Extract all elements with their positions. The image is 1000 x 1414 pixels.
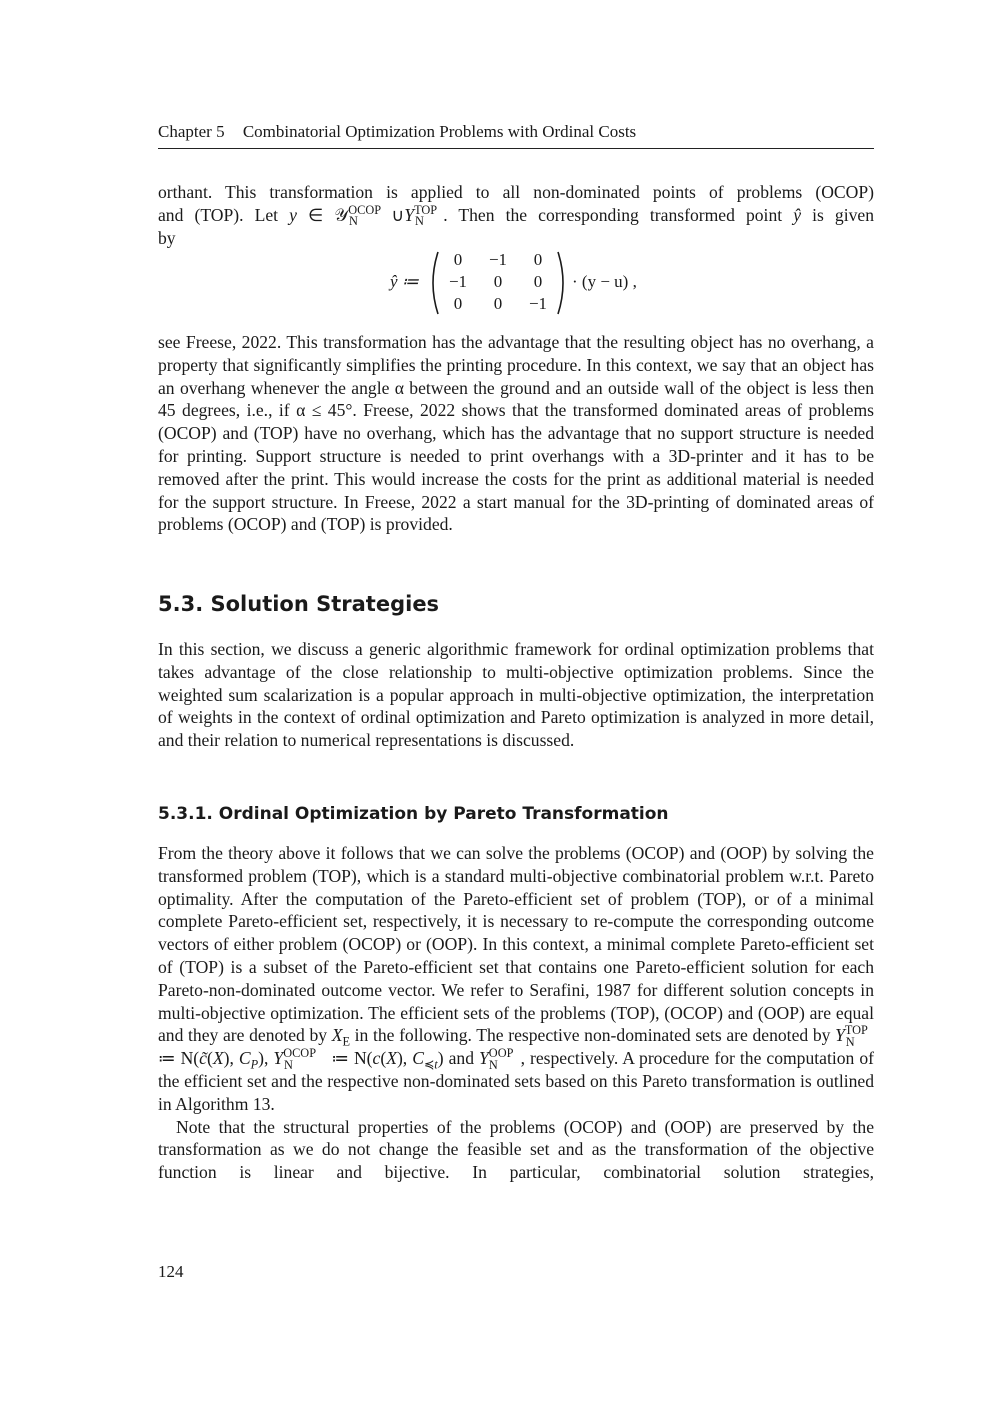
section-heading: 5.3. Solution Strategies — [158, 592, 440, 616]
para1-line1: orthant. This transformation is applied to all non-dominated points of problems (OCOP) — [158, 182, 874, 202]
equation-lhs: ŷ ≔ — [390, 272, 419, 291]
matrix-cell: 0 — [533, 272, 543, 291]
running-header — [158, 122, 874, 149]
para3-text: In this section, we discuss a generic algorithmic framework for ordinal optimization problems that takes advantage of the close relationship to multi-objective optimization problems. Since the weighted sum scalarization is a popular approach in multi-objective optimization, the interpretation of weights in the context of ordinal optimization and Pareto optimization is analyzed in more detail, and their relation to numerical representations is discussed. — [158, 639, 874, 751]
chapter-title: Combinatorial Optimization Problems with Ordinal Costs — [242, 122, 637, 141]
para1-line2: and (TOP). Let y ∈ 𝒴$^{OCOP}_N$ $\cup Y^{TOP}_N$ . Then the corresponding transformed point ŷ is given — [158, 202, 875, 229]
para4-text: From the theory above it follows that we can solve the problems (OCOP) and (OOP) by solving the transformed problem (TOP), which is a standard multi-objective combinatorial problem w.r.t. Pareto optimality. After the computation of the Pareto-efficient set of problem (TOP), or of a minimal complete Pareto-efficient set, respectively, it is necessary to re-compute the corresponding outcome vectors of either problem (OCOP) or (OOP). In this context, a minimal complete Pareto-efficient set of (TOP) is a subset of the Pareto-efficient set that contains one Pareto-efficient solution for each Pareto-non-dominated outcome vector. We refer to Serafini, 1987 for different solution concepts in multi-objective optimization. The efficient sets of the problems (TOP), (OCOP) and (OOP) are equal and they are denoted by $X_E$ in the following. The respective non-dominated sets are denoted by $Y^{TOP}_N$ ≔ N(c̃(X), $C_P$), $Y^{OCOP}_N$ ≔ N(c(X), $C_{≼t}$) and $Y^{OOP}_N$ , respectively. A procedure for the computation of the efficient set and the respective non-dominated sets based on this Pareto transformation is outlined in Algorithm 13. — [158, 843, 874, 1114]
matrix-cell: 0 — [453, 250, 463, 269]
matrix-cell: −1 — [528, 294, 548, 313]
para5-text: Note that the structural properties of the problems (OCOP) and (OOP) are preserved by the transformation as we do not change the feasible set and as the transformation of the objective function is linear and bijective. In particular, combinatorial solution strategies, — [158, 1116, 874, 1183]
right-paren — [556, 250, 570, 316]
matrix-cell: 0 — [493, 294, 503, 313]
matrix-cell: −1 — [488, 250, 508, 269]
equation-rhs: · (y − u) , — [572, 272, 637, 291]
page-number: 124 — [158, 1262, 184, 1281]
paragraph-overhang — [158, 331, 874, 536]
matrix-row — [438, 250, 558, 272]
matrix-row — [438, 294, 558, 316]
paragraph-pareto-transformation — [158, 842, 874, 1184]
matrix — [438, 250, 558, 316]
paragraph-transformation — [158, 181, 874, 249]
para1-line3: by — [158, 227, 176, 248]
para2-text: see Freese, 2022. This transformation has the advantage that the resulting object has no overhang, a property that significantly simplifies the printing procedure. In this context, we say that an object has an overhang whenever the angle α between the ground and an outside wall of the object is less then 45 degrees, i.e., if α ≤ 45°. Freese, 2022 shows that the transformed dominated areas of problems (OCOP) and (TOP) have no overhang, which has the advantage that no support structure is needed for printing. Support structure is needed to print overhangs with a 3D-printer and it has to be removed after the print. This would increase the costs for the print as additional material is needed for the support structure. In Freese, 2022 a start manual for the 3D-printing of dominated areas of problems (OCOP) and (TOP) is provided. — [158, 332, 874, 535]
matrix-cell: 0 — [493, 272, 503, 291]
matrix-row — [438, 272, 558, 294]
matrix-cell: 0 — [533, 250, 543, 269]
subsection-heading: 5.3.1. Ordinal Optimization by Pareto Transformation — [158, 804, 669, 824]
transformation-equation — [380, 250, 680, 316]
matrix-cell: −1 — [448, 272, 468, 291]
matrix-cell: 0 — [453, 294, 463, 313]
chapter-label: Chapter 5 — [158, 122, 225, 141]
paragraph-section-intro — [158, 638, 874, 752]
